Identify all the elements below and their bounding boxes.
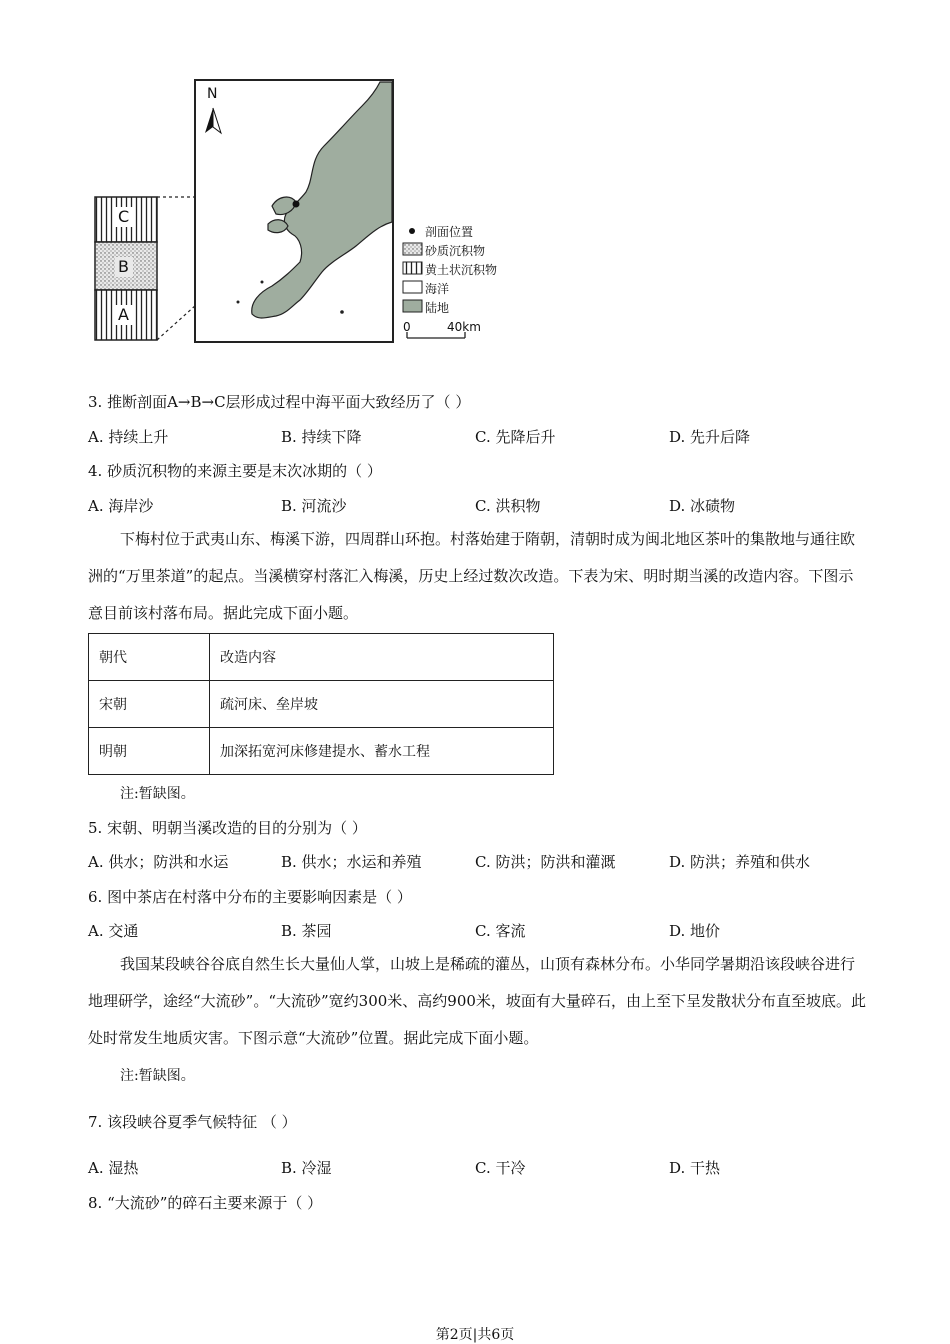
question-5-option-c[interactable]: C. 防洪；防洪和灌溉 bbox=[475, 853, 616, 871]
question-8-stem: 8. “大流砂”的碎石主要来源于（ ） bbox=[88, 1194, 323, 1212]
legend-label-ocean: 海洋 bbox=[425, 282, 450, 296]
scale-length: 40km bbox=[447, 320, 481, 334]
question-4-option-a[interactable]: A. 海岸沙 bbox=[88, 497, 154, 515]
passage-canyon: 我国某段峡谷谷底自然生长大量仙人掌，山坡上是稀疏的灌丛，山顶有森林分布。小华同学暑期沿该段峡谷进行地理研学，途经“大流砂”。“大流砂”宽约300米、高约900米，坡面有大量碎石，由上至下呈发散状分布直至坡底。此处时常发生地质灾害。下图示意“大流砂”位置。据此完成下面小题。 bbox=[88, 955, 866, 1047]
question-6-option-a[interactable]: A. 交通 bbox=[88, 922, 139, 940]
question-7-option-c[interactable]: C. 干冷 bbox=[475, 1159, 526, 1177]
passage-village: 下梅村位于武夷山东、梅溪下游，四周群山环抱。村落始建于隋朝，清朝时成为闽北地区茶叶的集散地与通往欧洲的“万里茶道”的起点。当溪横穿村落汇入梅溪，历史上经过数次改造。下表为宋、明时期当溪的改造内容。下图示意目前该村落布局。据此完成下面小题。 bbox=[88, 530, 856, 622]
table-cell-content: 加深拓宽河床修建提水、蓄水工程 bbox=[210, 728, 554, 775]
question-6-option-b[interactable]: B. 茶园 bbox=[281, 922, 332, 940]
scale-zero: 0 bbox=[403, 320, 411, 334]
table-cell-dynasty: 明朝 bbox=[89, 728, 210, 775]
table-header-content: 改造内容 bbox=[210, 634, 554, 681]
table-row bbox=[89, 728, 554, 775]
note-missing-figure-2: 注:暂缺图。 bbox=[120, 1068, 195, 1084]
question-6-stem: 6. 图中茶店在村落中分布的主要影响因素是（ ） bbox=[88, 888, 412, 906]
question-5-stem: 5. 宋朝、明朝当溪改造的目的分别为（ ） bbox=[88, 819, 367, 837]
white-box-icon bbox=[403, 281, 422, 293]
profile-label-a: A bbox=[118, 305, 129, 324]
question-3-stem: 3. 推断剖面A→B→C层形成过程中海平面大致经历了（ ） bbox=[88, 393, 471, 411]
question-4-stem: 4. 砂质沉积物的来源主要是末次冰期的（ ） bbox=[88, 462, 382, 480]
dot-icon bbox=[409, 228, 415, 234]
gray-box-icon bbox=[403, 300, 422, 312]
page-footer: 第2页|共6页 bbox=[435, 1327, 515, 1343]
legend-label-profile: 剖面位置 bbox=[425, 225, 474, 239]
vertical-lines-pattern-icon bbox=[403, 262, 422, 274]
question-3-option-a[interactable]: A. 持续上升 bbox=[88, 428, 169, 446]
question-3-option-c[interactable]: C. 先降后升 bbox=[475, 428, 556, 446]
island bbox=[237, 301, 240, 304]
question-3-option-b[interactable]: B. 持续下降 bbox=[281, 428, 362, 446]
question-4-option-d[interactable]: D. 冰碛物 bbox=[669, 497, 736, 515]
question-6-option-c[interactable]: C. 客流 bbox=[475, 922, 526, 940]
profile-label-c: C bbox=[118, 207, 130, 226]
question-7-option-b[interactable]: B. 冷湿 bbox=[281, 1159, 332, 1177]
question-6-option-d[interactable]: D. 地价 bbox=[669, 922, 721, 940]
island bbox=[340, 310, 344, 314]
profile-position-dot bbox=[293, 201, 300, 208]
figure bbox=[0, 0, 950, 370]
question-4-option-c[interactable]: C. 洪积物 bbox=[475, 497, 541, 515]
figure-drawing bbox=[0, 0, 950, 370]
question-3-option-d[interactable]: D. 先升后降 bbox=[669, 428, 751, 446]
note-missing-figure-1: 注:暂缺图。 bbox=[120, 786, 195, 802]
legend-label-loess: 黄土状沉积物 bbox=[425, 263, 498, 277]
table-row bbox=[89, 681, 554, 728]
profile-label-b: B bbox=[118, 257, 129, 276]
table-cell-content: 疏河床、垒岸坡 bbox=[210, 681, 554, 728]
legend-label-land: 陆地 bbox=[425, 301, 450, 315]
question-7-option-a[interactable]: A. 湿热 bbox=[88, 1159, 139, 1177]
question-5-option-b[interactable]: B. 供水；水运和养殖 bbox=[281, 853, 422, 871]
legend-label-sandy: 砂质沉积物 bbox=[425, 244, 486, 258]
table-cell-dynasty: 宋朝 bbox=[89, 681, 210, 728]
question-5-option-a[interactable]: A. 供水；防洪和水运 bbox=[88, 853, 229, 871]
question-7-option-d[interactable]: D. 干热 bbox=[669, 1159, 721, 1177]
north-label: N bbox=[207, 86, 218, 102]
question-5-option-d[interactable]: D. 防洪；养殖和供水 bbox=[669, 853, 811, 871]
island bbox=[261, 281, 264, 284]
table-header-dynasty: 朝代 bbox=[89, 634, 210, 681]
question-7-stem: 7. 该段峡谷夏季气候特征 （ ） bbox=[88, 1113, 297, 1131]
renovation-table bbox=[88, 633, 554, 775]
table-header-row bbox=[89, 634, 554, 681]
dotted-pattern-icon bbox=[403, 243, 422, 255]
question-4-option-b[interactable]: B. 河流沙 bbox=[281, 497, 347, 515]
